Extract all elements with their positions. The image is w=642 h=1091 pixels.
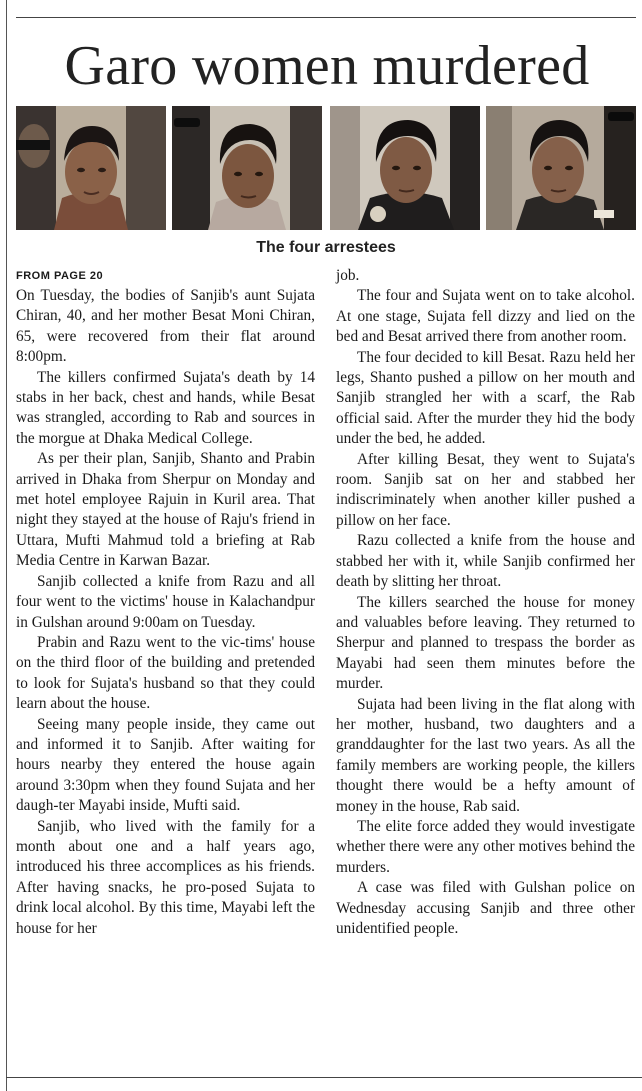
paragraph: The elite force added they would investigate whether there were any other motives behind the murders. [336,817,635,876]
article-column-1 [16,266,315,939]
paragraph: Seeing many people inside, they came out and informed it to Sanjib. After waiting for hours nearby they entered the house again around 3:30pm when they found Sujata and her daugh-ter Mayabi inside, Mufti said. [16,715,315,815]
paragraph: The four and Sujata went on to take alcohol. At one stage, Sujata fell dizzy and lied on the bed and Besat arrived there from another room. [336,287,635,346]
paragraph-continuation: job. [336,267,360,284]
left-column-rule [6,0,7,1091]
paragraph: Sanjib collected a knife from Razu and all four went to the victims' house in Kalachandpur in Gulshan around 9:00am on Tuesday. [16,572,315,631]
article-column-2 [336,266,635,939]
paragraph: Prabin and Razu went to the vic-tims' house on the third floor of the building and pretended to look for Sujata's husband so that they could learn about the house. [16,633,315,713]
paragraph: The killers confirmed Sujata's death by 14 stabs in her back, chest and hands, while Besat was strangled, according to Rab and sources in the morgue at Dhaka Medical College. [16,368,315,447]
paragraph: After killing Besat, they went to Sujata's room. Sanjib sat on her and stabbed her indiscriminately when another killer pushed a pillow on her face. [336,450,635,529]
paragraph: On Tuesday, the bodies of Sanjib's aunt Sujata Chiran, 40, and her mother Besat Moni Chiran, 65, were recovered from their flat around 8:00pm. [16,287,315,366]
headline: Garo women murdered [64,35,590,97]
paragraph: The four decided to kill Besat. Razu held her legs, Shanto pushed a pillow on her mouth and Sanjib strangled her with a scarf, the Rab official said. After the murder they hid the body under the bed, he added. [336,348,635,448]
photo-arrestee-3 [330,106,480,230]
paragraph: As per their plan, Sanjib, Shanto and Prabin arrived in Dhaka from Sherpur on Monday and met hotel employee Rajuin in Kuril area. That night they stayed at the house of Raju's friend in Uttara, Mufti Mahmud told a briefing at Rab Media Centre in Karwan Bazar. [16,450,315,570]
photo-arrestee-1 [16,106,166,230]
photo-caption: The four arrestees [256,239,396,256]
paragraph: Sujata had been living in the flat along with her mother, husband, two daughters and a granddaughter for the last two years. As all the family members are working people, the killers thought there would be a hefty amount of money in the house, Rab said. [336,695,635,815]
bottom-rule [6,1077,642,1078]
paragraph: The killers searched the house for money and valuables before leaving. They returned to Sherpur and planned to trespass the border as Mayabi had seen them minutes before the murder. [336,593,635,693]
paragraph: A case was filed with Gulshan police on Wednesday accusing Sanjib and three other unidentified people. [336,879,635,937]
paragraph: Sanjib, who lived with the family for a month about one and a half years ago, introduced his three accomplices as his friends. After having snacks, he pro-posed Sujata to drink local alcohol. By this time, Mayabi left the house for her [16,817,315,937]
top-rule [16,17,636,18]
photo-arrestee-2 [172,106,322,230]
photo-arrestee-4 [486,106,636,230]
continuation-kicker: FROM PAGE 20 [16,270,104,282]
paragraph: Razu collected a knife from the house and stabbed her with it, while Sanjib confirmed her death by slitting her throat. [336,532,635,591]
arrestee-photo-strip [16,106,636,230]
